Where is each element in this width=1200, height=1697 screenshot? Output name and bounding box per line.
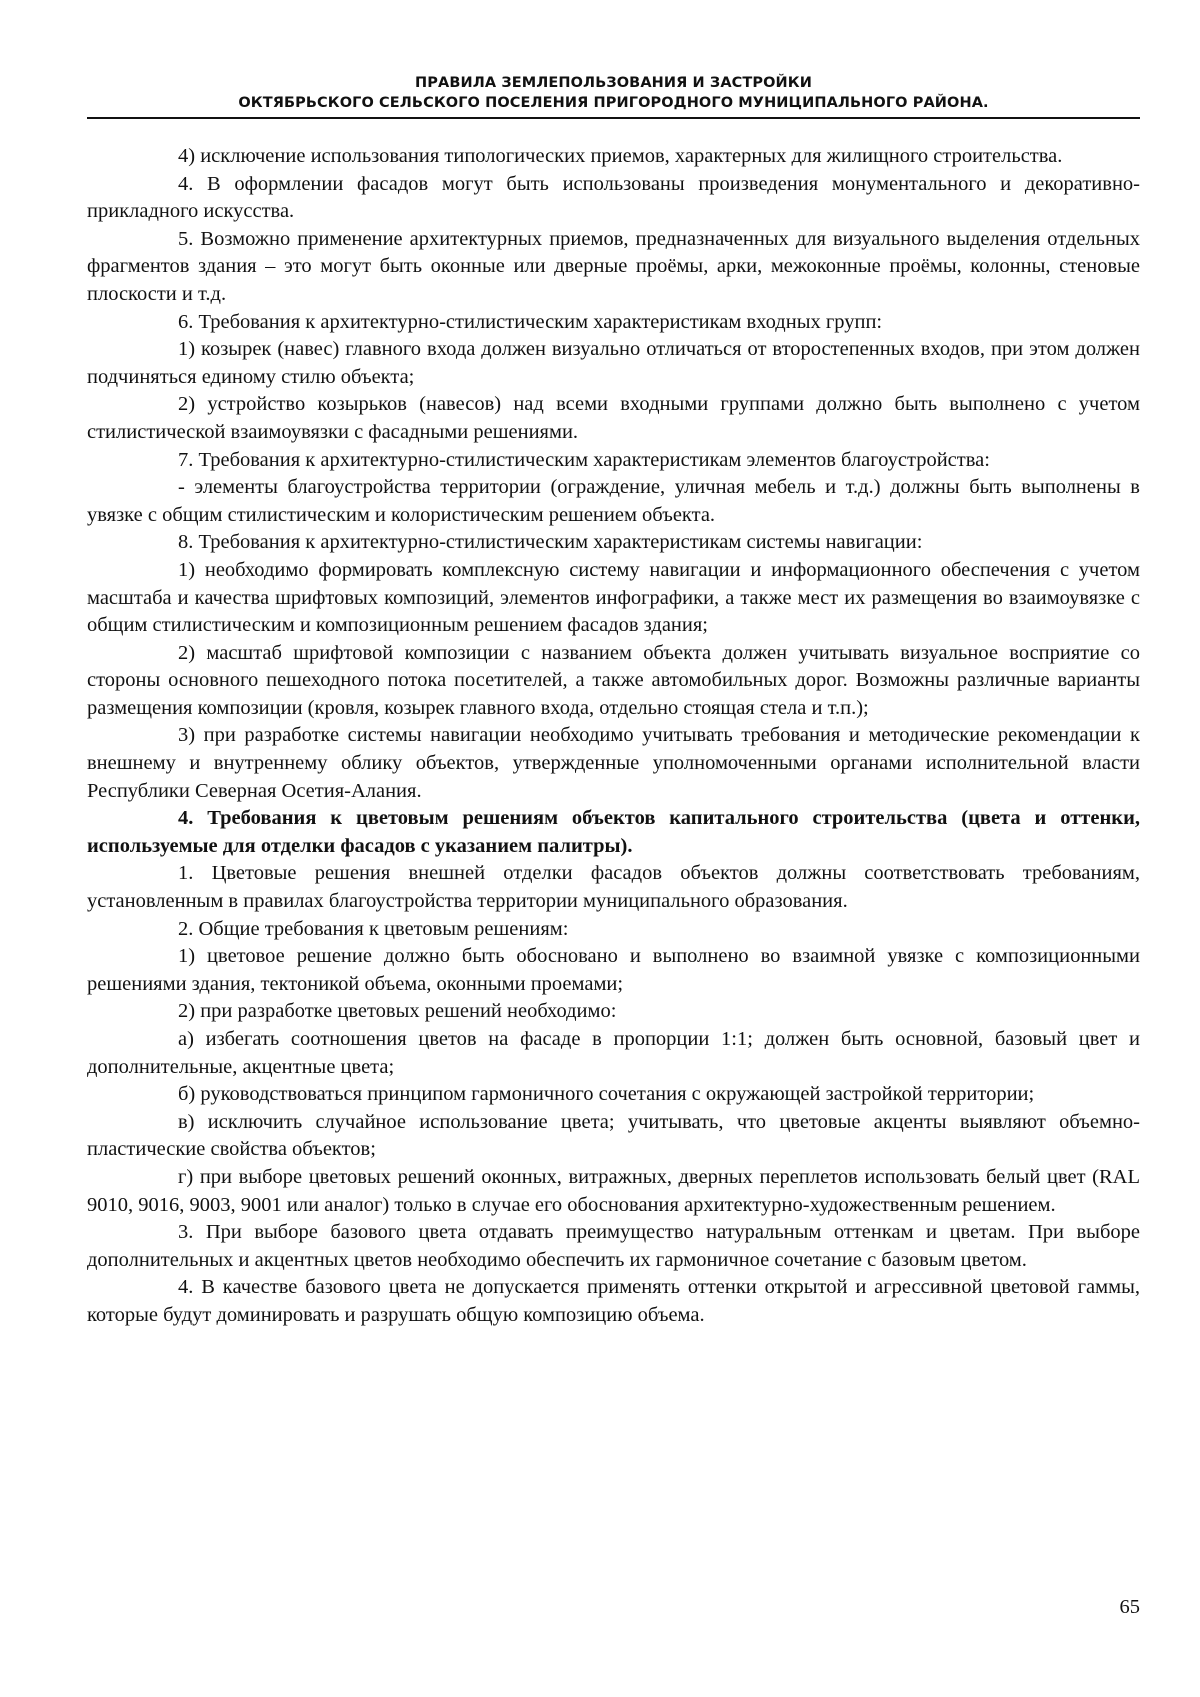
paragraph: 4. В качестве базового цвета не допускается применять оттенки открытой и агрессивной цветовой гаммы, которые будут доминировать и разрушать общую композицию объема. — [87, 1276, 1140, 1326]
paragraph: а) избегать соотношения цветов на фасаде в пропорции 1:1; должен быть основной, базовый цвет и дополнительные, акцентные цвета; — [87, 1028, 1140, 1078]
paragraph: 4. В оформлении фасадов могут быть использованы произведения монументального и декоративно-прикладного искусства. — [87, 172, 1140, 223]
paragraph: в) исключить случайное использование цвета; учитывать, что цветовые акценты выявляют объемно-пластические свойства объектов; — [87, 1110, 1140, 1161]
section-heading: 4. Требования к цветовым решениям объектов капитального строительства (цвета и оттенки, используемые для отделки фасадов с указанием палитры). — [87, 807, 1140, 857]
paragraph: 3) при разработке системы навигации необходимо учитывать требования и методические рекомендации к внешнему и внутреннему облику объектов, утвержденные уполномоченными органами исполнительной власти Республики Северная Осетия-Алания. — [87, 724, 1140, 802]
paragraph: 6. Требования к архитектурно-стилистическим характеристикам входных групп: — [178, 310, 883, 333]
page-number: 65 — [1119, 1596, 1140, 1618]
paragraph: 2) при разработке цветовых решений необходимо: — [178, 1000, 617, 1023]
paragraph: г) при выборе цветовых решений оконных, витражных, дверных переплетов использовать белый цвет (RAL 9010, 9016, 9003, 9001 или аналог) только в случае его обоснования архитектурно-художественным решением. — [87, 1165, 1140, 1216]
paragraph: 5. Возможно применение архитектурных приемов, предназначенных для визуального выделения отдельных фрагментов здания – это могут быть оконные или дверные проёмы, арки, межоконные проёмы, колонны, стеновые плоскости и т.д. — [87, 227, 1140, 305]
paragraph: 8. Требования к архитектурно-стилистическим характеристикам системы навигации: — [178, 531, 923, 554]
header-line-1: ПРАВИЛА ЗЕМЛЕПОЛЬЗОВАНИЯ И ЗАСТРОЙКИ — [415, 75, 812, 91]
running-header — [87, 73, 1140, 113]
paragraph: 1) цветовое решение должно быть обосновано и выполнено во взаимной увязке с композиционными решениями здания, тектоникой объема, оконными проемами; — [87, 945, 1140, 995]
paragraph: 4) исключение использования типологических приемов, характерных для жилищного строительства. — [178, 145, 1063, 167]
paragraph: 1. Цветовые решения внешней отделки фасадов объектов должны соответствовать требованиям, установленным в правилах благоустройства территории муниципального образования. — [87, 862, 1140, 913]
paragraph: 2) масштаб шрифтовой композиции с названием объекта должен учитывать визуальное восприятие со стороны основного пешеходного потока посетителей, а также автомобильных дорог. Возможны различные варианты размещения композиции (кровля, козырек главного входа, отдельно стоящая стела и т.п.); — [87, 641, 1140, 719]
paragraph: 1) козырек (навес) главного входа должен визуально отличаться от второстепенных входов, при этом должен подчиняться единому стилю объекта; — [87, 338, 1140, 388]
paragraph: 1) необходимо формировать комплексную систему навигации и информационного обеспечения с учетом масштаба и качества шрифтовых композиций, элементов инфографики, а также мест их размещения во взаимоувязке с общим стилистическим и композиционным решением фасадов здания; — [87, 558, 1140, 637]
paragraph: 2) устройство козырьков (навесов) над всеми входными группами должно быть выполнено с учетом стилистической взаимоувязки с фасадными решениями. — [87, 393, 1140, 443]
paragraph: 7. Требования к архитектурно-стилистическим характеристикам элементов благоустройства: — [178, 448, 990, 471]
header-divider — [87, 117, 1140, 119]
paragraph: б) руководствоваться принципом гармоничного сочетания с окружающей застройкой территории; — [178, 1083, 1035, 1106]
paragraph: - элементы благоустройства территории (ограждение, уличная мебель и т.д.) должны быть выполнены в увязке с общим стилистическим и колористическим решением объекта. — [87, 476, 1140, 526]
header-line-2: ОКТЯБРЬСКОГО СЕЛЬСКОГО ПОСЕЛЕНИЯ ПРИГОРОДНОГО МУНИЦИПАЛЬНОГО РАЙОНА. — [238, 95, 989, 111]
paragraph: 2. Общие требования к цветовым решениям: — [178, 917, 569, 940]
paragraph: 3. При выборе базового цвета отдавать преимущество натуральным оттенкам и цветам. При выборе дополнительных и акцентных цветов необходимо обеспечить их гармоничное сочетание с базовым цветом. — [87, 1221, 1140, 1271]
document-body — [87, 143, 1140, 1330]
